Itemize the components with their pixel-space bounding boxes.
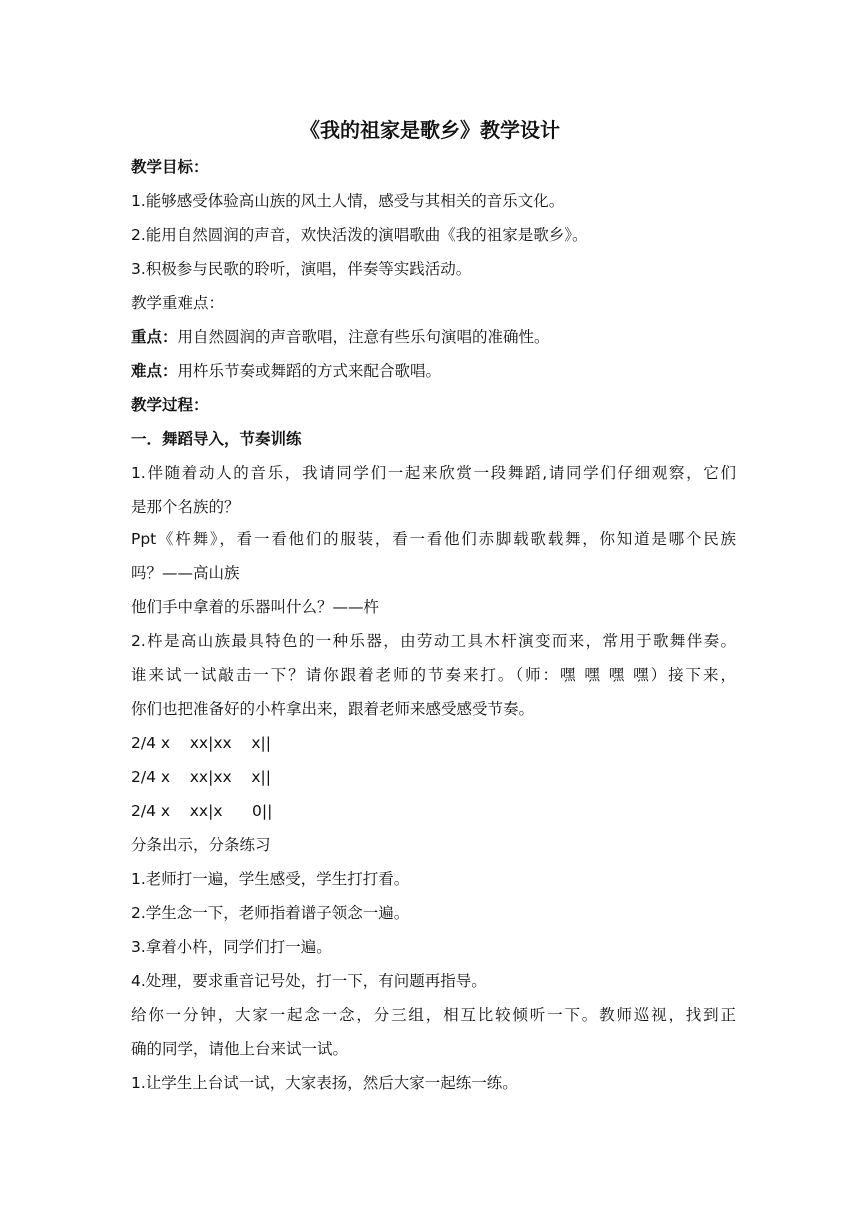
objective-item: 1.能够感受体验高山族的风土人情，感受与其相关的音乐文化。 xyxy=(131,192,565,210)
objectives-heading: 教学目标： xyxy=(131,158,209,176)
paragraph-line: Ppt《杵舞》，看一看他们的服装，看一看他们赤脚载歌载舞，你知道是哪个民族 xyxy=(131,530,736,548)
paragraph-line: 谁来试一试敲击一下？请你跟着老师的节奏来打。（师：嘿 嘿 嘿 嘿）接下来， xyxy=(131,666,736,684)
paragraph-line: 你们也把准备好的小杵拿出来，跟着老师来感受感受节奏。 xyxy=(131,700,535,718)
keypoints-heading: 教学重难点： xyxy=(131,294,225,312)
key-point xyxy=(131,320,736,354)
objective-item: 3.积极参与民歌的聆听，演唱，伴奏等实践活动。 xyxy=(131,260,472,278)
document-title: 《我的祖家是歌乡》教学设计 xyxy=(300,118,560,142)
step-item: 4.处理，要求重音记号处，打一下，有问题再指导。 xyxy=(131,972,487,990)
paragraph-line: 他们手中拿着的乐器叫什么？——杵 xyxy=(131,598,380,616)
key-point-text: 用自然圆润的声音歌唱，注意有些乐句演唱的准确性。 xyxy=(177,328,550,346)
paragraph-line: 吗？——高山族 xyxy=(131,564,240,582)
step-item: 1.老师打一遍，学生感受，学生打打看。 xyxy=(131,870,410,888)
section-heading: 一．舞蹈导入，节奏训练 xyxy=(131,430,302,448)
paragraph-line: 1.伴随着动人的音乐，我请同学们一起来欣赏一段舞蹈,请同学们仔细观察，它们 xyxy=(131,464,736,482)
paragraph-line: 是那个名族的？ xyxy=(131,498,240,516)
paragraph-line: 确的同学，请他上台来试一试。 xyxy=(131,1040,349,1058)
difficult-point xyxy=(131,354,736,388)
rhythm-notation: 2/4 x xx|x 0|| xyxy=(131,802,273,820)
difficult-point-text: 用杵乐节奏或舞蹈的方式来配合歌唱。 xyxy=(177,362,442,380)
paragraph-line: 分条出示，分条练习 xyxy=(131,836,271,854)
rhythm-notation: 2/4 x xx|xx x|| xyxy=(131,734,271,752)
difficult-point-label: 难点： xyxy=(131,362,178,380)
step-item: 3.拿着小杵，同学们打一遍。 xyxy=(131,938,332,956)
paragraph-line: 2.杵是高山族最具特色的一种乐器，由劳动工具木杆演变而来，常用于歌舞伴奏。 xyxy=(131,632,736,650)
process-heading: 教学过程： xyxy=(131,396,209,414)
paragraph-line: 1.让学生上台试一试，大家表扬，然后大家一起练一练。 xyxy=(131,1074,518,1092)
key-point-label: 重点： xyxy=(131,328,178,346)
objective-item: 2.能用自然圆润的声音，欢快活泼的演唱歌曲《我的祖家是歌乡》。 xyxy=(131,226,588,244)
paragraph-line: 给你一分钟，大家一起念一念，分三组，相互比较倾听一下。教师巡视，找到正 xyxy=(131,1006,736,1024)
step-item: 2.学生念一下，老师指着谱子领念一遍。 xyxy=(131,904,410,922)
rhythm-notation: 2/4 x xx|xx x|| xyxy=(131,768,271,786)
